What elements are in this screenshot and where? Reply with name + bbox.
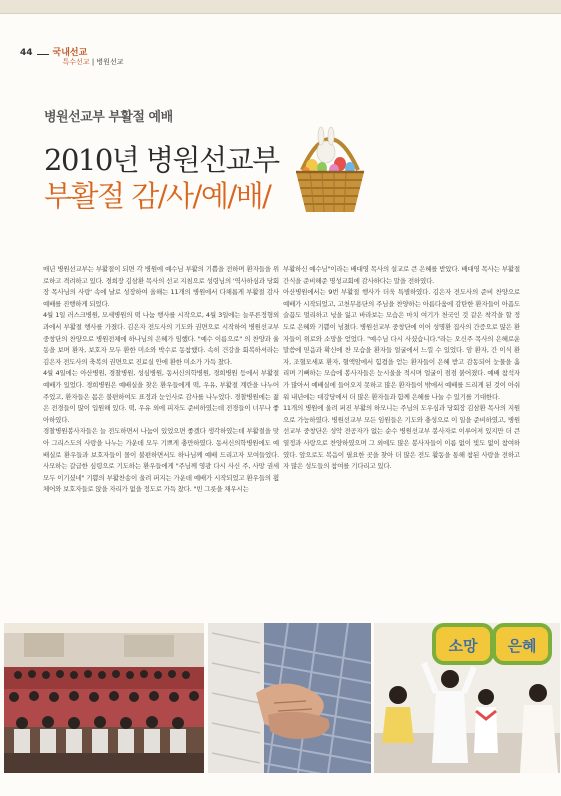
paragraph: 4월 1일 러스크병원, 모세병원의 떡 나눔 행사를 시작으로, 4월 3일에는 늘푸른정형외과에서 부활절 행사를 가졌다. 김은자 전도사의 기도와 권면으로 시작하여 병원선교부 중창단의 찬양으로 병원전체에 하나님의 은혜가 임했다. "예수 이름으로" 의 찬양과 율동을 보며 환자, 보호자 모두 환한 미소와 박수로 동참했다. 속히 건강을 회복하셔라는 김은자 전도사의 축복의 권면으로 진료실 안에 환한 미소가 가득 찼다. [43, 311, 279, 366]
section-labels [53, 48, 124, 67]
paragraph: 매년 병원선교부는 부활절이 되면 각 병원에 예수님 부활의 기쁨을 전하며 환자들을 위로하고 격려하고 있다. 경희장 김삼환 목사의 선교 지침으로 성령님의 '역사하심과 당회장 목사님의 사랑' 속에 날로 성장하여 올해는 11개의 병원에서 다채롭게 부활절 감사예배를 진행하게 되었다. [43, 265, 279, 308]
page-top-band [0, 0, 561, 14]
photo-congregation [4, 623, 204, 773]
article-column-right [283, 264, 520, 473]
paragraph: 11개의 병원에 울려 퍼진 부활의 하모니는 주님의 도우심과 당회장 김삼환 목사의 지원으로 가능하였다. 병원선교부 모든 임원들은 기도와 충성으로 이 일을 준비하였고, 병원선교부 중창단은 성악 전공자가 없는 순수 병원선교부 봉사자로 이루어져 있지만 더 큰 열정과 사랑으로 찬양하였으며 그 외에도 많은 봉사자들이 이름 없이 빛도 없이 참여하였다. 앞으로도 복음이 필요한 곳을 찾아 더 많은 전도 활동을 통해 참된 사랑을 전하고자 많은 성도들의 참여를 기다리고 있다. [283, 404, 520, 471]
paragraph: 아산병원에서는 9번 부활절 행사가 더욱 특별하였다. 김은자 전도사의 준비 찬양으로 예배가 시작되었고, 고천무용단의 주님을 찬양하는 아름다움에 감탄한 환자들이 아픔도 슬픔도 멀리하고 넋을 잃고 바라보는 모습은 마치 여기가 천국인 것 같은 착각을 할 정도로 은혜와 기쁨이 넘쳤다. 병원선교부 중창단에 이어 성명환 집사의 간증으로 많은 환자들이 위로와 소망을 얻었다. "예수님 다시 사셨습니다."라는 오신주 목사의 은혜로운 말씀에 믿음과 확신에 찬 모습을 환자들 얼굴에서 느낄 수 있었다. 암 환자, 간 이식 환자, 조혈모세포 환자, 혈액암에서 힘겹을 얻는 환자들이 은혜 받고 감동되어 눈물을 흘리며 기뻐하는 모습에 봉사자들은 눈시울을 적시며 얼굴이 점점 붉어졌다. 예배 참석자가 많아서 예배실에 들어오지 못하고 많은 환자들이 밖에서 예배를 드리게 된 것이 아쉬워 내년에는 대강당에서 더 많은 환자들과 함께 은혜를 나눌 수 있기를 기대한다. [283, 288, 520, 401]
header-rule [37, 54, 49, 55]
section-sub-divider: | [91, 58, 95, 66]
sign-grace: 은혜 [507, 637, 537, 655]
section-title: 국내선교 [52, 48, 88, 58]
section-sub-secondary: 병원선교 [96, 58, 124, 66]
paragraph: 4월 4일에는 아산병원, 경찰병원, 성심병원, 동서신의학병원, 경희병원 등에서 부활절 예배가 있었다. 경희병원은 예배실을 찾은 환우들에게 떡, 우유, 부활절 계란을 나누어 주었고, 환자들은 몸은 불편하여도 표정과 눈인사로 감사를 나누었다. 경찰병원에는 젊은 전경들이 많이 입원해 있다. 떡, 우유 외에 피자도 준비하였는데 전경들이 너무나 좋아하였다. [43, 369, 279, 424]
article-eyebrow: 병원선교부 부활절 예배 [44, 110, 173, 125]
paragraph: 부활하신 예수님"이라는 배대영 목사의 설교로 큰 은혜를 받았다. 배대영 목사는 부활절 간식을 준비해준 명성교회에 감사하다는 말을 전하였다. [283, 265, 520, 285]
easter-basket-illustration [288, 112, 372, 218]
sign-hope: 소망 [448, 637, 478, 655]
article-title-line2: 부활절 감/사/예/배/ [44, 179, 271, 213]
photo-hands-praying [208, 623, 371, 773]
page-number: 44 [20, 48, 33, 58]
section-subtitle [63, 58, 124, 67]
photo-praise-dancers [374, 623, 560, 773]
paragraph: 경찰병원봉사자들은 늘 전도하면서 나눔이 있었으면 좋겠다 생각하였는데 부활절을 맞아 그리스도의 사랑을 나누는 가운데 모두 기쁘게 충만하였다. 동서신의학병원에도 예배실로 환우들과 보호자들이 몰이 불편하면서도 하나님께 예배 드리고자 모여들었다. 사모하는 갈급한 심령으로 기도하는 환우들에게 "주님께 영광 다시 사신 주, 사망 권세 모두 이기셨네" 기쁨의 부활찬송이 울려 퍼지는 가운데 예배가 시작되었고 환우들의 휠체어와 보호자들로 앉을 자리가 없을 정도로 가득 찼다. "빈 그릇을 채우시는 [43, 427, 279, 494]
section-sub-primary: 특수선교 [62, 58, 90, 66]
page-header [20, 48, 123, 67]
article-title-line1: 2010년 병원선교부 [44, 143, 279, 177]
article-column-left [43, 264, 279, 496]
